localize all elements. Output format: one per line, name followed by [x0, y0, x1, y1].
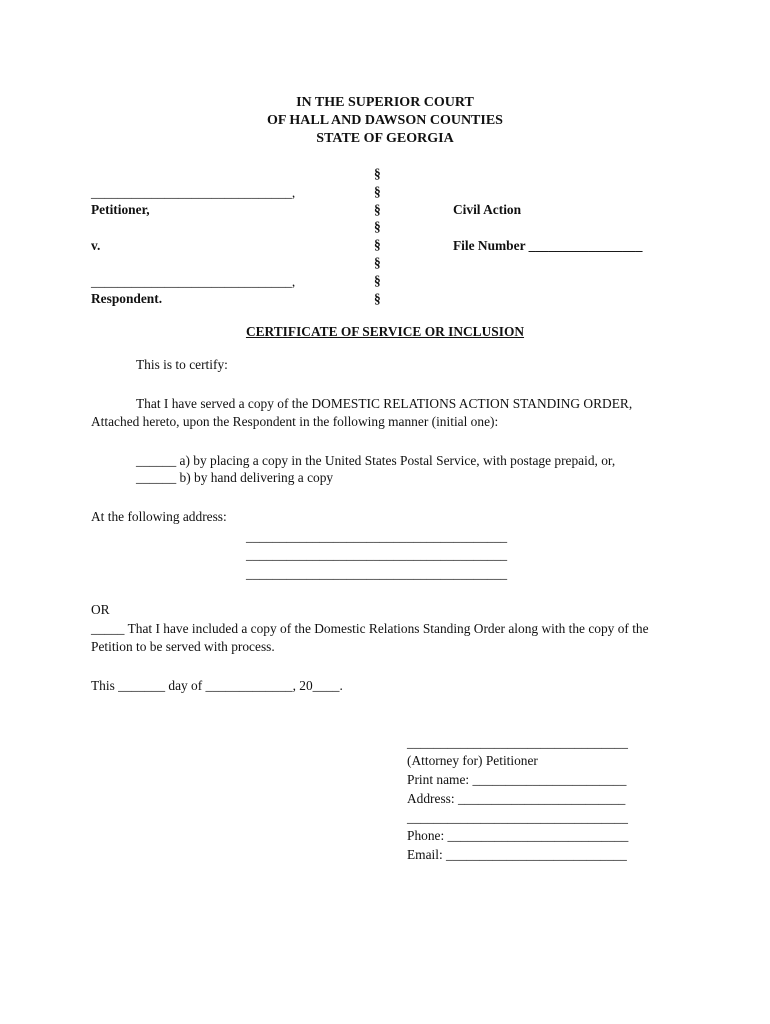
email-field: Email: ___________________________	[407, 847, 627, 862]
address-blank-line: _______________________________________	[246, 529, 508, 544]
section-mark: §	[374, 166, 381, 181]
phone-field: Phone: ___________________________	[407, 828, 629, 843]
signature-address-field: Address: _________________________	[407, 791, 626, 806]
section-mark: §	[374, 201, 381, 217]
document-title: CERTIFICATE OF SERVICE OR INCLUSION	[245, 324, 525, 339]
certify-text: This is to certify:	[136, 357, 228, 372]
respondent-name-blank: ______________________________,	[91, 274, 296, 289]
option-b-text: ______ b) by hand delivering a copy	[136, 470, 334, 485]
section-marks-column	[374, 165, 381, 307]
section-mark: §	[374, 254, 381, 270]
versus-label: v.	[91, 238, 101, 253]
signature-line: _________________________________	[407, 735, 628, 750]
section-mark: §	[374, 237, 381, 253]
address-blank-line: _______________________________________	[246, 566, 508, 581]
court-heading-line2: OF HALL AND DAWSON COUNTIES	[267, 113, 503, 128]
address-blank-line: _______________________________________	[246, 547, 508, 562]
served-text-line2: Attached hereto, upon the Respondent in the following manner (initial one):	[91, 414, 499, 429]
served-text-line1: That I have served a copy of the DOMESTIC RELATIONS ACTION STANDING ORDER,	[136, 396, 633, 411]
civil-action-label: Civil Action	[453, 202, 522, 217]
included-text-line2: Petition to be served with process.	[91, 639, 275, 654]
court-heading-line1: IN THE SUPERIOR COURT	[296, 95, 474, 110]
file-number-field: File Number _________________	[453, 238, 643, 253]
section-mark: §	[374, 272, 381, 288]
section-mark: §	[374, 183, 381, 199]
date-line: This _______ day of _____________, 20____.	[91, 678, 343, 693]
court-heading	[0, 94, 770, 148]
court-heading-line3: STATE OF GEORGIA	[316, 131, 454, 146]
attorney-label: (Attorney for) Petitioner	[407, 753, 538, 768]
included-text-line1: _____ That I have included a copy of the Domestic Relations Standing Order along with the copy of the	[91, 621, 649, 636]
section-mark: §	[374, 219, 381, 235]
respondent-label: Respondent.	[91, 291, 163, 306]
signature-address-line2: _________________________________	[407, 810, 628, 825]
or-label: OR	[91, 602, 110, 617]
section-mark: §	[374, 290, 381, 306]
petitioner-name-blank: ______________________________,	[91, 185, 296, 200]
print-name-field: Print name: _______________________	[407, 772, 627, 787]
option-a-text: ______ a) by placing a copy in the United States Postal Service, with postage prepaid, or,	[136, 453, 616, 468]
address-label: At the following address:	[91, 509, 227, 524]
petitioner-label: Petitioner,	[91, 202, 150, 217]
